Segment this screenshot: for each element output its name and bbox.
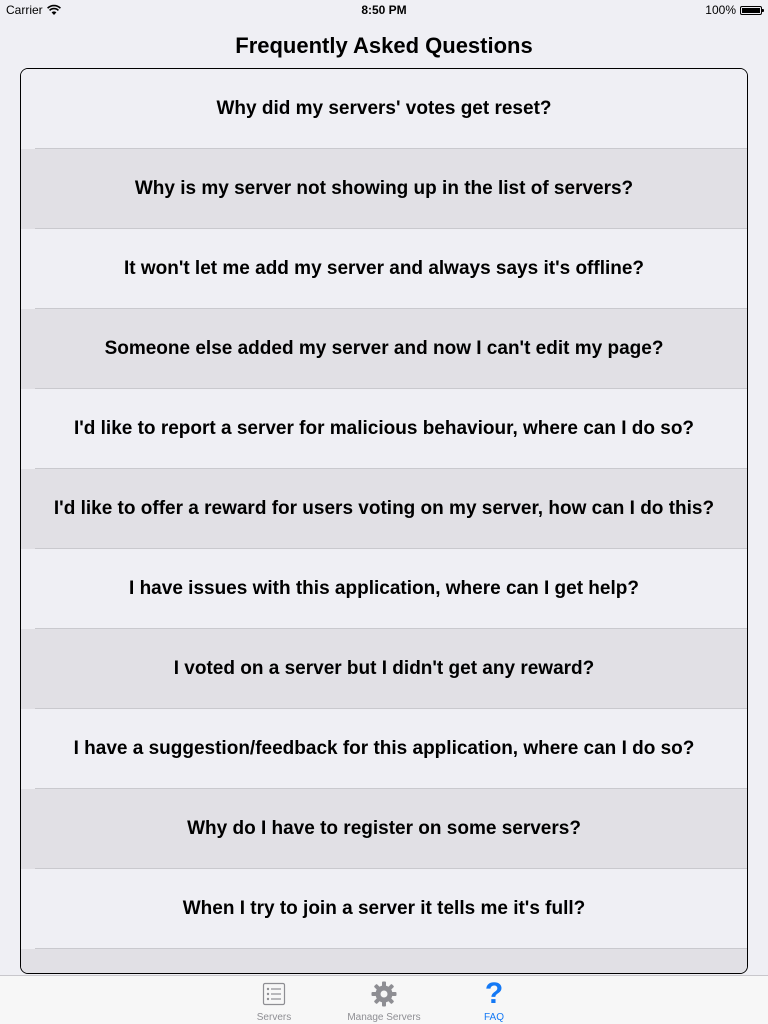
faq-item[interactable]: I have a suggestion/feedback for this application, where can I do so?: [21, 709, 747, 789]
faq-item[interactable]: Why did my servers' votes get reset?: [21, 69, 747, 149]
tab-manage-servers-label: Manage Servers: [347, 1012, 421, 1023]
faq-item[interactable]: Why is my server not showing up in the list of servers?: [21, 149, 747, 229]
battery-indicator: [705, 0, 762, 20]
faq-item[interactable]: It won't let me add my server and always says it's offline?: [21, 229, 747, 309]
faq-item[interactable]: Why do I have to register on some servers?: [21, 789, 747, 869]
gear-icon: [370, 980, 398, 1008]
faq-item[interactable]: I'd like to report a server for malicious behaviour, where can I do so?: [21, 389, 747, 469]
faq-item[interactable]: [21, 949, 747, 974]
tab-servers[interactable]: [234, 976, 314, 1024]
question-icon: ?: [484, 977, 504, 1010]
faq-list: [21, 69, 747, 974]
status-bar: [0, 0, 768, 20]
battery-percent: 100%: [705, 3, 736, 17]
faq-panel: [20, 68, 748, 974]
tab-bar: [0, 975, 768, 1024]
faq-item[interactable]: I'd like to offer a reward for users voting on my server, how can I do this?: [21, 469, 747, 549]
tab-servers-label: Servers: [256, 1012, 292, 1023]
faq-item[interactable]: I have issues with this application, where can I get help?: [21, 549, 747, 629]
tab-faq[interactable]: [454, 976, 534, 1024]
faq-item[interactable]: When I try to join a server it tells me it's full?: [21, 869, 747, 949]
clock: 8:50 PM: [361, 3, 407, 17]
list-icon: [260, 980, 288, 1008]
tab-manage-servers[interactable]: [344, 976, 424, 1024]
battery-icon: [740, 6, 762, 15]
faq-item[interactable]: I voted on a server but I didn't get any reward?: [21, 629, 747, 709]
tab-faq-label: FAQ: [483, 1012, 504, 1023]
faq-item[interactable]: Someone else added my server and now I can't edit my page?: [21, 309, 747, 389]
page-title: Frequently Asked Questions: [235, 33, 533, 58]
carrier-label: Carrier: [6, 3, 43, 17]
